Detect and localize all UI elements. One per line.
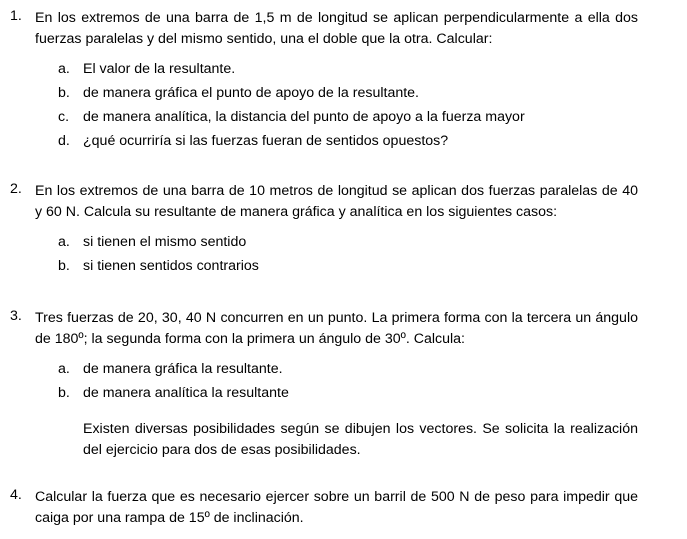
sub-question-list: [58, 359, 638, 407]
problem-2: [10, 181, 638, 280]
sub-question: [58, 359, 638, 383]
sub-question-letter: d.: [58, 133, 70, 149]
sub-question-letter: a.: [58, 61, 70, 77]
problem-number: 3.: [10, 308, 22, 324]
problem-1: [10, 8, 638, 155]
sub-question-letter: b.: [58, 85, 70, 101]
sub-question-letter: b.: [58, 385, 70, 401]
sub-question-list: [58, 59, 638, 155]
sub-question-text: de manera analítica, la distancia del punto de apoyo a la fuerza mayor: [83, 109, 525, 125]
problem-statement: Calcular la fuerza que es necesario ejercer sobre un barril de 500 N de peso para impedir que caiga por una rampa de 15º de inclinación.: [35, 489, 638, 526]
sub-question-text: El valor de la resultante.: [83, 61, 236, 77]
sub-question-text: de manera gráfica la resultante.: [83, 361, 283, 377]
sub-question-list: [58, 232, 638, 280]
problem-statement: En los extremos de una barra de 10 metros de longitud se aplican dos fuerzas paralelas de 40 y 60 N. Calcula su resultante de manera gráfica y analítica en los siguientes casos:: [35, 183, 638, 220]
problem-note: Existen diversas posibilidades según se dibujen los vectores. Se solicita la realización del ejercicio para dos de esas posibilidades.: [83, 421, 638, 458]
sub-question-letter: b.: [58, 258, 70, 274]
sub-question: [58, 59, 638, 83]
sub-question-text: ¿qué ocurriría si las fuerzas fueran de sentidos opuestos?: [83, 133, 449, 149]
problem-number: 1.: [10, 8, 22, 24]
problem-number: 4.: [10, 487, 22, 503]
sub-question-text: si tienen el mismo sentido: [83, 234, 247, 250]
sub-question-letter: a.: [58, 361, 70, 377]
sub-question-text: de manera gráfica el punto de apoyo de la resultante.: [83, 85, 419, 101]
sub-question: [58, 383, 638, 407]
sub-question-letter: c.: [58, 109, 70, 125]
problem-4: [10, 487, 638, 529]
sub-question: [58, 256, 638, 280]
sub-question: [58, 107, 638, 131]
problem-statement: En los extremos de una barra de 1,5 m de longitud se aplican perpendicularmente a ella dos fuerzas paralelas y del mismo sentido, una el doble que la otra. Calcular:: [35, 10, 638, 47]
sub-question-text: de manera analítica la resultante: [83, 385, 289, 401]
problem-statement: Tres fuerzas de 20, 30, 40 N concurren en un punto. La primera forma con la tercera un ángulo de 180º; la segunda forma con la primera un ángulo de 30º. Calcula:: [35, 310, 638, 347]
sub-question: [58, 232, 638, 256]
problem-3: [10, 308, 638, 461]
sub-question-text: si tienen sentidos contrarios: [83, 258, 259, 274]
sub-question-letter: a.: [58, 234, 70, 250]
sub-question: [58, 83, 638, 107]
problem-number: 2.: [10, 181, 22, 197]
sub-question: [58, 131, 638, 155]
